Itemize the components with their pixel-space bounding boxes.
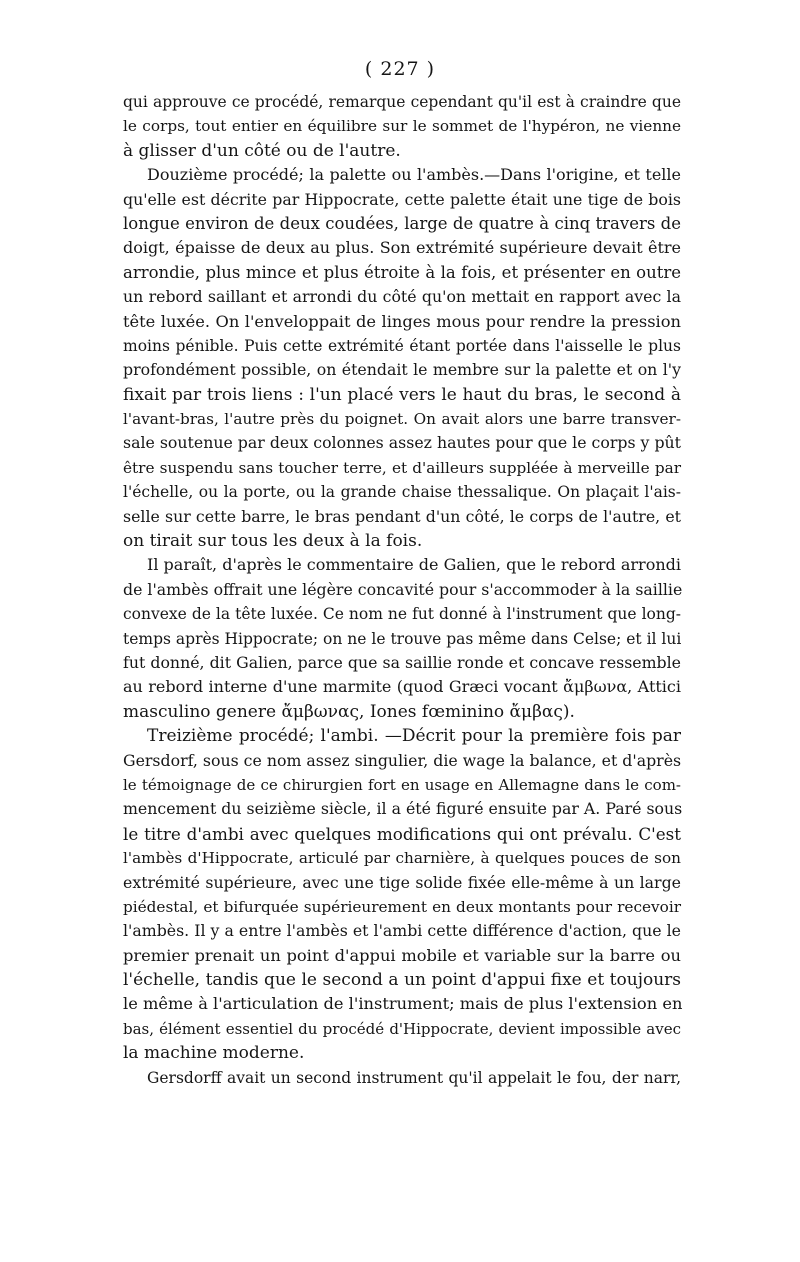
text-line: on tirait sur tous les deux à la fois. xyxy=(123,531,423,552)
text-line: Gersdorff avait un second instrument qu'il appelait le fou, der narr, xyxy=(147,1068,681,1087)
text-line: le titre d'ambi avec quelques modifications qui ont prévalu. C'est xyxy=(123,823,681,844)
text-line: arrondie, plus mince et plus étroite à la fois, et présenter en outre xyxy=(123,262,681,282)
text-line: piédestal, et bifurquée supérieurement en deux montants pour recevoir xyxy=(123,897,681,916)
text-line: fut donné, dit Galien, parce que sa saillie ronde et concave ressemble xyxy=(123,652,681,672)
text-line: qui approuve ce procédé, remarque cependant qu'il est à craindre que xyxy=(123,93,681,111)
text-line: temps après Hippocrate; on ne le trouve pas même dans Celse; et il lui xyxy=(123,629,682,648)
text-line: mencement du seizième siècle, il a été figuré ensuite par A. Paré sous xyxy=(123,799,683,819)
text-line: l'échelle, ou la porte, ou la grande chaise thessalique. On plaçait l'ais- xyxy=(123,483,681,502)
text-line: Gersdorf, sous ce nom assez singulier, die wage la balance, et d'après xyxy=(123,750,682,770)
text-line: masculino genere ἄμβωνας, Iones fœminino ἄμβας). xyxy=(123,701,575,722)
text-line: tête luxée. On l'enveloppait de linges mous pour rendre la pression xyxy=(123,311,681,331)
text-line: qu'elle est décrite par Hippocrate, cette palette était une tige de bois xyxy=(123,189,681,209)
text-line: le corps, tout entier en équilibre sur le sommet de l'hypéron, ne vienne xyxy=(123,117,681,136)
text-line: fixait par trois liens : l'un placé vers le haut du bras, le second à xyxy=(123,384,681,405)
text-line: au rebord interne d'une marmite (quod Græci vocant ἄμβωνα, Attici xyxy=(123,677,681,697)
text-line: de l'ambès offrait une légère concavité pour s'accommoder à la saillie xyxy=(123,579,683,599)
text-line: l'ambès. Il y a entre l'ambès et l'ambi cette différence d'action, que le xyxy=(123,921,681,941)
text-line: la machine moderne. xyxy=(123,1043,305,1064)
text-line: convexe de la tête luxée. Ce nom ne fut donné à l'instrument que long- xyxy=(123,605,681,624)
text-line: premier prenait un point d'appui mobile et variable sur la barre ou xyxy=(123,945,681,965)
text-line: Douzième procédé; la palette ou l'ambès.—Dans l'origine, et telle xyxy=(147,165,681,185)
text-line: à glisser d'un côté ou de l'autre. xyxy=(123,140,401,161)
text-line: doigt, épaisse de deux au plus. Son extrémité supérieure devait être xyxy=(123,238,681,258)
text-line: le même à l'articulation de l'instrument; mais de plus l'extension en xyxy=(123,994,683,1014)
body-text xyxy=(123,90,681,1090)
text-line: selle sur cette barre, le bras pendant d'un côté, le corps de l'autre, et xyxy=(123,506,681,526)
text-line: être suspendu sans toucher terre, et d'ailleurs suppléée à merveille par xyxy=(123,458,681,477)
text-line: Il paraît, d'après le commentaire de Galien, que le rebord arrondi xyxy=(147,555,681,575)
text-line: l'avant-bras, l'autre près du poignet. On avait alors une barre transver- xyxy=(123,410,681,429)
text-line: longue environ de deux coudées, large de quatre à cinq travers de xyxy=(123,213,681,233)
text-line: sale soutenue par deux colonnes assez hautes pour que le corps y pût xyxy=(123,433,681,453)
text-line: Treizième procédé; l'ambi. —Décrit pour la première fois par xyxy=(147,726,681,747)
text-line: le témoignage de ce chirurgien fort en usage en Allemagne dans le com- xyxy=(123,775,681,794)
page-number: ( 227 ) xyxy=(364,58,436,80)
text-line: extrémité supérieure, avec une tige solide fixée elle-même à un large xyxy=(123,872,681,892)
text-line: l'ambès d'Hippocrate, articulé par charnière, à quelques pouces de son xyxy=(123,849,681,868)
text-line: bas, élément essentiel du procédé d'Hippocrate, devient impossible avec xyxy=(123,1019,681,1038)
text-line: moins pénible. Puis cette extrémité étant portée dans l'aisselle le plus xyxy=(123,336,681,355)
text-line: profondément possible, on étendait le membre sur la palette et on l'y xyxy=(123,360,681,380)
text-line: l'échelle, tandis que le second a un point d'appui fixe et toujours xyxy=(123,970,681,991)
text-line: un rebord saillant et arrondi du côté qu'on mettait en rapport avec la xyxy=(123,287,681,307)
